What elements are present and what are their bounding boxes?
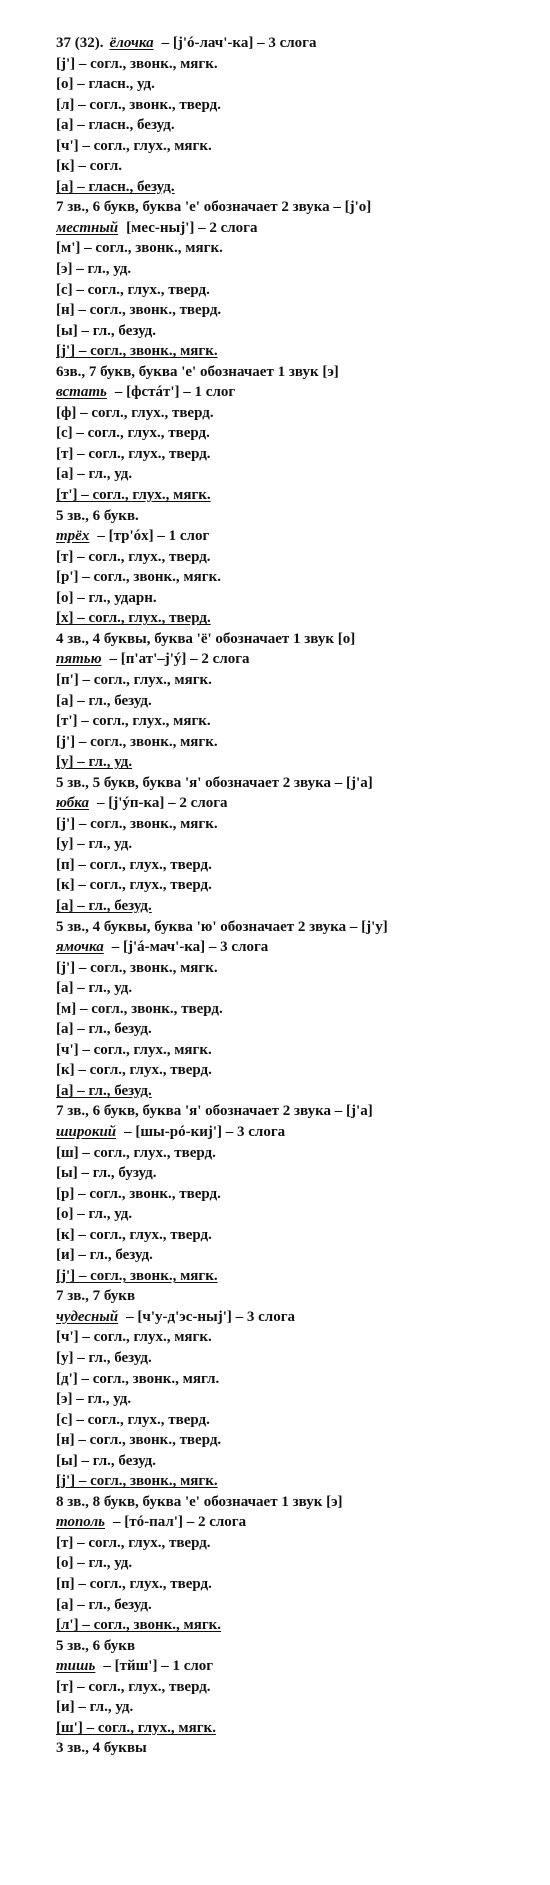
word-entry [56,382,536,526]
phonetic-analysis-document [56,33,536,1759]
analyzed-word: пятью [56,651,102,668]
analyzed-word: чудесный [56,1308,119,1325]
sound-line: [р'] – согл., звонк., мягк. [56,569,221,586]
sound-line: [т'] – согл., глух., мягк. [56,713,211,730]
entry-summary: 5 зв., 5 букв, буква 'я' обозначает 2 звука – [j'а] [56,774,373,791]
sound-line: [о] – гл., уд. [56,1555,133,1572]
entry-summary: 5 зв., 6 букв. [56,507,139,524]
transcription: – [j'ýп-ка] – 2 слога [96,795,228,812]
sound-line: [ф] – согл., глух., тверд. [56,404,214,421]
word-heading [56,33,536,54]
sound-line: [х] – согл., глух., тверд. [56,610,211,627]
word-entry [56,937,536,1122]
transcription: – [фстáт'] – 1 слог [114,384,236,401]
sound-line: [п] – согл., глух., тверд. [56,1576,212,1593]
sound-line: [т] – согл., глух., тверд. [56,1678,211,1695]
sound-line: [j'] – согл., звонк., мягк. [56,815,218,832]
sound-line: [т'] – согл., глух., мягк. [56,487,211,504]
sound-line: [j'] – согл., звонк., мягк. [56,343,218,360]
sound-line: [а] – гласн., безуд. [56,117,175,134]
sound-line: [с] – согл., глух., тверд. [56,425,210,442]
word-heading [56,1307,536,1328]
sound-line: [л'] – согл., звонк., мягк. [56,1617,222,1634]
transcription: – [j'ó-лач'-ка] – 3 слога [161,35,317,51]
sound-line: [п] – согл., глух., тверд. [56,856,212,873]
sound-line: [а] – гл., безуд. [56,1082,152,1099]
sound-line: [р] – согл., звонк., тверд. [56,1185,221,1202]
word-heading [56,526,536,547]
entry-summary: 7 зв., 7 букв [56,1288,136,1305]
word-heading [56,1122,536,1143]
transcription: – [п'ат'–j'ý] – 2 слога [109,651,250,668]
transcription: – [j'á-мач'-ка] – 3 слога [111,939,269,956]
word-entry [56,1656,536,1759]
entry-summary: 5 зв., 4 буквы, буква 'ю' обозначает 2 звука – [j'у] [56,918,388,935]
analyzed-word: юбка [56,795,89,812]
sound-line: [и] – гл., безуд. [56,1247,153,1264]
sound-line: [ы] – гл., бузуд. [56,1165,157,1182]
sound-line: [к] – согл., глух., тверд. [56,1062,212,1079]
word-heading [56,218,536,239]
word-entry [56,218,536,382]
analyzed-word: местный [56,219,119,236]
entry-summary: 7 зв., 6 букв, буква 'я' обозначает 2 звука – [j'а] [56,1103,373,1120]
sound-line: [ы] – гл., безуд. [56,1452,156,1469]
word-entry [56,526,536,649]
sound-line: [т] – согл., глух., тверд. [56,1534,211,1551]
sound-line: [о] – гл., ударн. [56,589,157,606]
sound-line: [а] – гл., уд. [56,466,133,483]
sound-line: [у] – гл., безуд. [56,1350,152,1366]
entry-summary: 5 зв., 6 букв [56,1637,136,1654]
word-heading [56,1512,536,1533]
sound-line: [д'] – согл., звонк., мягл. [56,1370,220,1387]
word-heading [56,793,536,814]
entry-summary: 3 зв., 4 буквы [56,1740,147,1757]
sound-line: [j'] – согл., звонк., мягк. [56,55,218,72]
analyzed-word: ёлочка [109,35,154,51]
transcription: [мес-ныj'] – 2 слога [126,219,258,236]
analyzed-word: встать [56,384,107,401]
sound-line: [j'] – согл., звонк., мягк. [56,959,218,976]
entry-summary: 6зв., 7 букв, буква 'е' обозначает 1 звук [э] [56,363,339,380]
analyzed-word: трёх [56,528,90,545]
sound-line: [к] – согл. [56,158,123,175]
sound-line: [э] – гл., уд. [56,1391,132,1408]
sound-line: [к] – согл., глух., тверд. [56,877,212,894]
sound-line: [с] – согл., глух., тверд. [56,281,210,298]
sound-line: [с] – согл., глух., тверд. [56,1411,210,1428]
sound-line: [ш] – согл., глух., тверд. [56,1144,216,1161]
sound-line: [j'] – согл., звонк., мягк. [56,733,218,750]
analyzed-word: ямочка [56,939,104,956]
entry-summary: 8 зв., 8 букв, буква 'е' обозначает 1 звук [э] [56,1493,343,1510]
sound-line: [п'] – согл., глух., мягк. [56,671,212,688]
sound-line: [у] – гл., уд. [56,836,133,853]
word-entry [56,1512,536,1656]
analyzed-word: тишь [56,1658,96,1675]
transcription: – [ч'у-д'эс-ныj'] – 3 слога [126,1308,296,1325]
word-heading [56,1656,536,1677]
transcription: – [шы-рó-киj'] – 3 слога [124,1123,286,1140]
sound-line: [м] – согл., звонк., тверд. [56,1000,223,1017]
sound-line: [j'] – согл., звонк., мягк. [56,1473,218,1490]
entry-summary: 4 зв., 4 буквы, буква 'ё' обозначает 1 звук [о] [56,630,356,647]
sound-line: [и] – гл., уд. [56,1699,134,1716]
transcription: – [тйш'] – 1 слог [103,1658,214,1675]
exercise-number: 37 (32). [56,35,104,51]
sound-line: [а] – гл., безуд. [56,1021,152,1038]
analyzed-word: широкий [56,1123,117,1140]
entry-summary: 7 зв., 6 букв, буква 'е' обозначает 2 звука – [j'о] [56,199,372,216]
word-entry [56,1122,536,1307]
transcription: – [тр'óх] – 1 слог [97,528,210,545]
sound-line: [ы] – гл., безуд. [56,322,156,339]
sound-line: [а] – гл., безуд. [56,692,152,709]
sound-line: [а] – гласн., безуд. [56,178,175,195]
sound-line: [н] – согл., звонк., тверд. [56,302,222,319]
sound-line: [т] – согл., глух., тверд. [56,445,211,462]
sound-line: [ч'] – согл., глух., мягк. [56,1041,212,1058]
sound-line: [к] – согл., глух., тверд. [56,1226,212,1243]
word-entry [56,649,536,793]
sound-line: [а] – гл., безуд. [56,897,152,914]
sound-line: [т] – согл., глух., тверд. [56,548,211,565]
word-entry [56,1307,536,1512]
word-heading [56,382,536,403]
sound-line: [м'] – согл., звонк., мягк. [56,240,223,257]
sound-line: [j'] – согл., звонк., мягк. [56,1267,218,1284]
sound-line: [у] – гл., уд. [56,754,133,771]
sound-line: [ч'] – согл., глух., мягк. [56,1329,212,1346]
sound-line: [э] – гл., уд. [56,261,132,278]
sound-line: [ч'] – согл., глух., мягк. [56,137,212,154]
word-heading [56,649,536,670]
sound-line: [о] – гласн., уд. [56,76,155,93]
transcription: – [тó-пал'] – 2 слога [113,1514,247,1531]
word-entry [56,33,536,218]
analyzed-word: тополь [56,1514,105,1531]
sound-line: [н] – согл., звонк., тверд. [56,1432,222,1449]
sound-line: [о] – гл., уд. [56,1206,133,1223]
sound-line: [л] – согл., звонк., тверд. [56,96,221,113]
sound-line: [а] – гл., безуд. [56,1596,152,1613]
sound-line: [а] – гл., уд. [56,980,133,997]
sound-line: [ш'] – согл., глух., мягк. [56,1719,216,1736]
word-heading [56,937,536,958]
word-entry [56,793,536,937]
